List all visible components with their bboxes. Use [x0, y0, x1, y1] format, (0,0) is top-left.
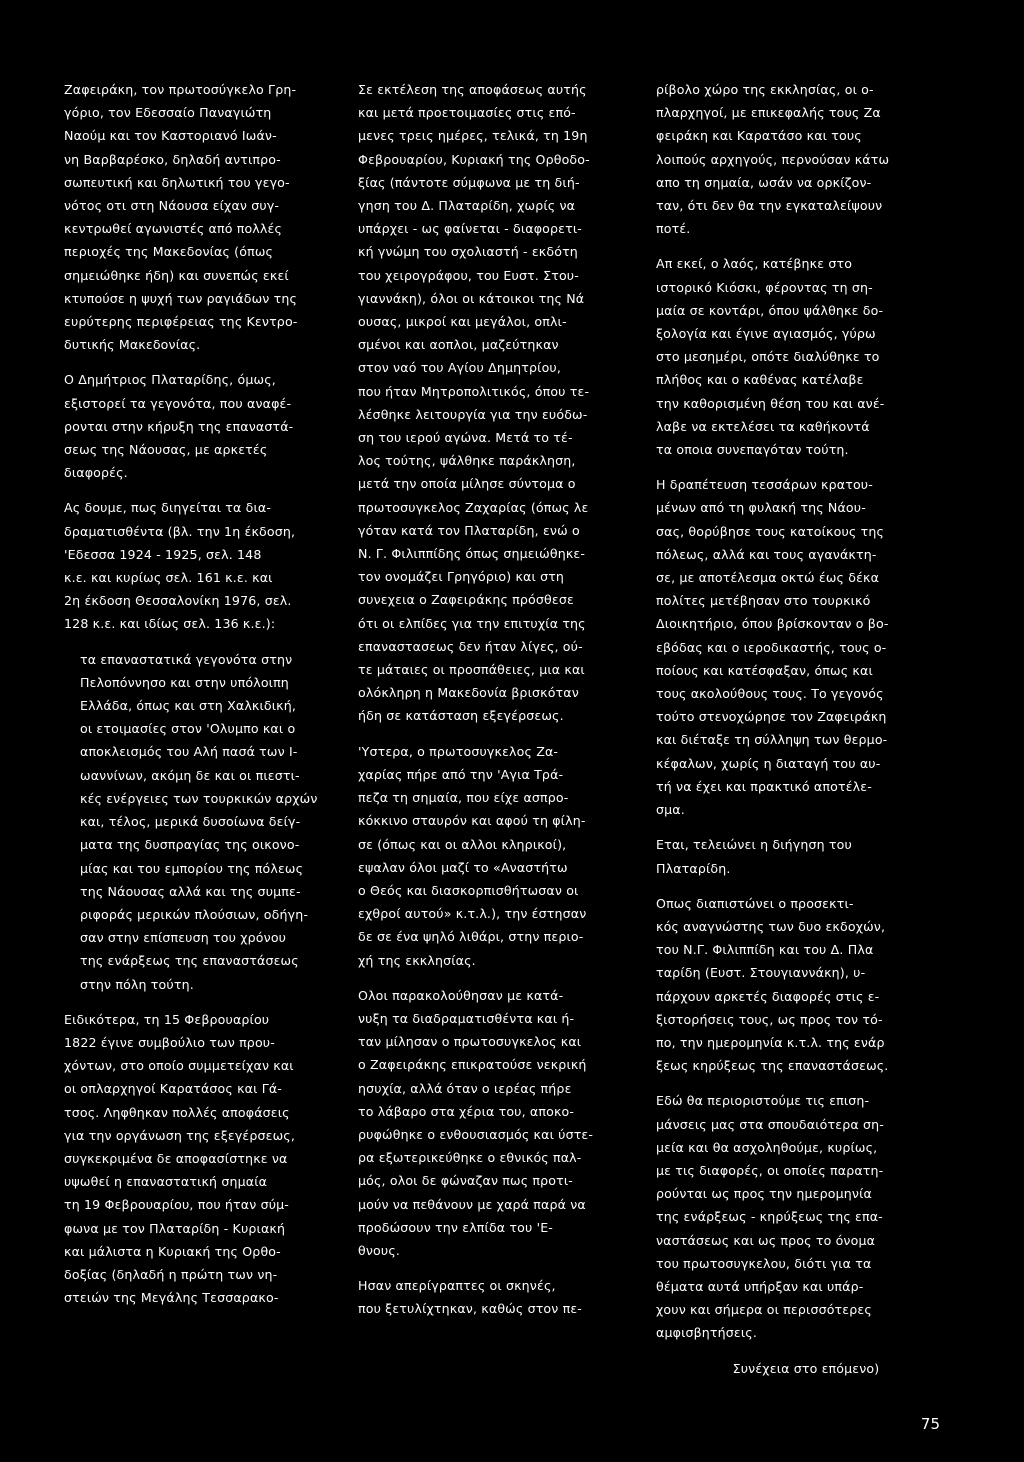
text-line: Ας δουμε, πως διηγείται τα δια- — [64, 500, 272, 516]
text-line: μός, ολοι δε φώναζαν πως προτι- — [358, 1173, 573, 1189]
text-line: πλήθος και ο καθένας κατέλαβε — [656, 372, 864, 388]
text-line: Η δραπέτευση τεσσάρων κρατου- — [656, 477, 873, 493]
text-line: τη 19 Φεβρουαρίου, που ήταν σύμ- — [64, 1197, 289, 1213]
text-line: γόταν κατά τον Πλαταρίδη, ενώ ο — [358, 522, 580, 538]
text-column-3 — [656, 78, 956, 1380]
text-line: πο, την ημερομηνία κ.τ.λ. της ενάρ — [656, 1034, 885, 1050]
text-line: κ.ε. και κυρίως σελ. 161 κ.ε. και — [64, 570, 273, 586]
text-line: σας, θορύβησε τους κατοίκους της — [656, 523, 884, 539]
text-line: ρονται στην κήρυξη της επαναστά- — [64, 418, 294, 434]
text-line: εξιστορεί τα γεγονότα, που αναφέ- — [64, 395, 292, 411]
text-line: μίας και του εμπορίου της πόλεως — [80, 860, 304, 876]
text-line: ότι οι ελπίδες για την επιτυχία της — [358, 615, 586, 631]
text-line: ρα εξωτερικεύθηκε ο εθνικός παλ- — [358, 1150, 582, 1166]
paragraph — [64, 78, 340, 356]
text-line: υψωθεί η επαναστατική σημαία — [64, 1174, 268, 1190]
text-line: φειράκη και Καρατάσο και τους — [656, 128, 862, 144]
text-line: ναστάσεως και ως προς το όνομα — [656, 1232, 876, 1248]
text-line: προδώσουν την ελπίδα του 'Ε- — [358, 1219, 554, 1235]
text-line: ολόκληρη η Μακεδονία βρισκόταν — [358, 685, 579, 701]
text-line: γηση του Δ. Πλαταρίδη, χωρίς να — [358, 198, 576, 214]
text-line: ταν, ότι δεν θα την εγκαταλείψουν — [656, 198, 883, 214]
text-line: ρυφώθηκε ο ενθουσιασμός και ύστε- — [358, 1126, 594, 1142]
text-line: αμφισβητήσεις. — [656, 1325, 757, 1341]
text-line: Διοικητήριο, όπου βρίσκονταν ο βο- — [656, 616, 889, 632]
text-line: ξολογία και έγινε αγιασμός, γύρω — [656, 326, 876, 342]
text-line: ξιστορήσεις τους, ως προς τον τό- — [656, 1011, 883, 1027]
text-line: Οπως διαπιστώνει ο προσεκτι- — [656, 895, 854, 911]
text-line: περιοχές της Μακεδονίας (όπως — [64, 244, 274, 260]
text-line: νυξη τα διαδραματισθέντα και ή- — [358, 1010, 575, 1026]
text-line: λέσθηκε λειτουργία για την ευόδω- — [358, 406, 588, 422]
text-line: σε, με αποτέλεσμα οκτώ έως δέκα — [656, 570, 880, 586]
text-line: 128 κ.ε. και ιδίως σελ. 136 κ.ε.): — [64, 616, 276, 632]
text-line: χή της εκκλησίας. — [358, 952, 476, 968]
text-line: που ξετυλίχτηκαν, καθώς στον πε- — [358, 1301, 583, 1317]
text-line: του χειρογράφου, του Ευστ. Στου- — [358, 267, 579, 283]
text-line: κός αναγνώστης των δυο εκδοχών, — [656, 918, 886, 934]
text-line: νη Βαρβαρέσκο, δηλαδή αντιπρο- — [64, 151, 281, 167]
text-line: κτυπούσε η ψυχή των ραγιάδων της — [64, 290, 298, 306]
paragraph — [358, 78, 646, 728]
text-line: ήδη σε κατάσταση εξεγέρσεως. — [358, 708, 564, 724]
text-line: ο Ζαφειράκης επικρατούσε νεκρική — [358, 1057, 587, 1073]
text-line: την καθορισμένη θέση του και ανέ- — [656, 395, 885, 411]
paragraph — [656, 252, 956, 461]
text-line: σμα. — [656, 802, 685, 818]
text-line: γιαννάκη), όλοι οι κάτοικοι της Νά — [358, 290, 585, 306]
text-line: μεία και θα ασχοληθούμε, κυρίως, — [656, 1139, 878, 1155]
text-line: και μάλιστα η Κυριακή της Ορθο- — [64, 1243, 281, 1259]
text-line: σωπευτική και δηλωτική του γεγο- — [64, 174, 290, 190]
text-line: ξεως κηρύξεως της επαναστάσεως. — [656, 1058, 889, 1074]
text-line: Ησαν απερίγραπτες οι σκηνές, — [358, 1278, 556, 1294]
text-line: πάρχουν αρκετές διαφορές στις ε- — [656, 988, 880, 1004]
text-line: Ο Δημήτριος Πλαταρίδης, όμως, — [64, 372, 276, 388]
text-line: κή γνώμη του σχολιαστή - εκδότη — [358, 244, 578, 260]
text-line: σαν στην επίσπευση του χρόνου — [80, 930, 287, 946]
text-line: στειών της Μεγάλης Τεσσαρακο- — [64, 1290, 279, 1306]
text-line: Πελοπόννησο και στην υπόλοιπη — [80, 674, 289, 690]
text-line: Ολοι παρακολούθησαν με κατά- — [358, 987, 564, 1003]
text-line: οι ετοιμασίες στον 'Ολυμπο και ο — [80, 721, 296, 737]
text-line: Πλαταρίδη. — [656, 860, 731, 876]
text-line: στο μεσημέρι, οπότε διαλύθηκε το — [656, 349, 880, 365]
text-line: συγκεκριμένα δε αποφασίστηκε να — [64, 1150, 288, 1166]
text-line: τή να έχει και πρακτικό αποτέλε- — [656, 778, 872, 794]
text-line: δοξίας (δηλαδή η πρώτη των νη- — [64, 1266, 278, 1282]
text-line: ο Θεός και διασκορπισθήτωσαν οι — [358, 882, 579, 898]
text-line: κές ενέργειες των τουρκικών αρχών — [80, 790, 318, 806]
text-line: δυτικής Μακεδονίας. — [64, 337, 201, 353]
text-line: πρωτοσυγκελος Ζαχαρίας (όπως λε — [358, 499, 589, 515]
text-line: Συνέχεια στο επόμενο) — [732, 1360, 880, 1376]
text-line: Σε εκτέλεση της αποφάσεως αυτής — [358, 82, 587, 97]
text-line: Εδώ θα περιοριστούμε τις επιση- — [656, 1093, 870, 1109]
paragraph — [64, 1008, 340, 1310]
text-line: υπάρχει - ως φαίνεται - διαφορετι- — [358, 221, 582, 237]
text-line: μούν να πεθάνουν με χαρά παρά να — [358, 1196, 586, 1212]
text-line: του πρωτοσυγκελου, διότι για τα — [656, 1255, 872, 1271]
text-line: τε μάταιες οι προσπάθειες, μια και — [358, 662, 585, 678]
text-line: της ενάρξεως - κηρύξεως της επα- — [656, 1209, 883, 1225]
text-line: στον ναό του Αγίου Δημητρίου, — [358, 360, 562, 376]
text-line: ωαννίνων, ακόμη δε και οι πιεστι- — [80, 767, 300, 783]
text-line: λος τούτης, ψάλθηκε παράκληση, — [358, 453, 576, 469]
text-line: τους ακολούθους τους. Το γεγονός — [656, 686, 884, 702]
text-line: του Ν.Γ. Φιλιππίδη και του Δ. Πλα — [656, 942, 874, 958]
continuation-note — [656, 1357, 956, 1380]
text-line: λαβε να εκτελέσει τα καθήκοντά — [656, 418, 870, 434]
text-line: πόλεως, αλλά και τους αγανάκτη- — [656, 546, 877, 562]
text-line: με τις διαφορές, οι οποίες παρατη- — [656, 1162, 884, 1178]
text-line: σεως της Νάουσας, με αρκετές — [64, 442, 268, 458]
text-line: Εται, τελειώνει η διήγηση του — [656, 837, 852, 853]
text-line: τον ονομάζει Γρηγόριο) και στη — [358, 569, 565, 585]
text-line: Ελλάδα, όπως και στη Χαλκιδική, — [80, 698, 297, 714]
text-line: επαναστασεως δεν ήταν λίγες, ού- — [358, 638, 583, 654]
text-line: θέματα αυτά υπήρξαν και υπάρ- — [656, 1278, 864, 1294]
paragraph — [358, 984, 646, 1262]
paragraph — [358, 1274, 646, 1320]
text-line: Φεβρουαρίου, Κυριακή της Ορθοδο- — [358, 151, 590, 167]
text-line: ριφοράς μερικών πλούσιων, οδήγη- — [80, 906, 309, 922]
text-line: ση του ιερού αγώνα. Μετά το τέ- — [358, 430, 573, 446]
paragraph — [656, 892, 956, 1078]
text-line: μετά την οποία μίλησε σύντομα ο — [358, 476, 576, 492]
text-line: συνεχεια ο Ζαφειράκης πρόσθεσε — [358, 592, 574, 608]
text-line: σε (όπως και οι αλλοι κληρικοί), — [358, 836, 567, 852]
text-line: Απ εκεί, ο λαός, κατέβηκε στο — [656, 256, 853, 272]
text-line: ησυχία, αλλά όταν ο ιερέας πήρε — [358, 1080, 572, 1096]
text-line: Ν. Γ. Φιλιππίδης όπως σημειώθηκε- — [358, 546, 586, 562]
paragraph — [656, 833, 956, 879]
text-line: φωνα με τον Πλαταρίδη - Κυριακή — [64, 1220, 286, 1236]
text-line: ευρύτερης περιφέρειας της Κεντρο- — [64, 314, 298, 330]
text-line: απο τη σημαία, ωσάν να ορκίζον- — [656, 174, 872, 190]
text-line: πολίτες μετέβησαν στο τουρκικό — [656, 593, 871, 609]
text-line: και μετά προετοιμασίες στις επό- — [358, 105, 576, 121]
text-line: στην πόλη τούτη. — [80, 976, 194, 992]
paragraph — [656, 78, 956, 240]
text-line: της ενάρξεως της επαναστάσεως — [80, 953, 299, 969]
text-line: τσος. Ληφθηκαν πολλές αποφάσεις — [64, 1104, 290, 1120]
text-line: λοιπούς αρχηγούς, περνούσαν κάτω — [656, 151, 890, 167]
text-line: αποκλεισμός του Αλή πασά των Ι- — [80, 744, 298, 760]
text-line: εβόδας και ο ιεροδικαστής, τους ο- — [656, 639, 887, 655]
text-line: μένων από τη φυλακή της Νάου- — [656, 500, 866, 516]
paragraph — [64, 496, 340, 635]
text-line: ιστορικό Κιόσκι, φέροντας τη ση- — [656, 279, 873, 295]
text-line: 'Υστερα, ο πρωτοσυγκελος Ζα- — [358, 743, 559, 759]
text-line: κεντρωθεί αγωνιστές από πολλές — [64, 221, 283, 237]
text-line: δραματισθέντα (βλ. την 1η έκδοση, — [64, 523, 296, 539]
text-line: πλαρχηγοί, με επικεφαλής τους Ζα — [656, 105, 881, 121]
text-line: ξίας (πάντοτε σύμφωνα με τη διή- — [358, 174, 580, 190]
paragraph — [64, 368, 340, 484]
text-line: πεζα τη σημαία, που είχε ασπρο- — [358, 790, 569, 806]
text-line: σμένοι και αοπλοι, μαζεύτηκαν — [358, 337, 559, 353]
text-line: διαφορές. — [64, 465, 128, 481]
text-line: ρούνται ως προς την ημερομηνία — [656, 1186, 872, 1202]
text-line: που ήταν Μητροπολιτικός, όπου τε- — [358, 383, 590, 399]
text-line: ουσας, μικροί και μεγάλοι, οπλι- — [358, 314, 567, 330]
text-line: μαία σε κοντάρι, όπου ψάλθηκε δο- — [656, 302, 884, 318]
text-line: τα οποια συνεπαγόταν τούτη. — [656, 442, 849, 458]
text-line: και, τέλος, μερικά δυσοίωνα δείγ- — [80, 814, 301, 830]
text-line: σημειώθηκε ήδη) και συνεπώς εκεί — [64, 267, 289, 283]
text-line: χουν και σήμερα οι περισσότερες — [656, 1302, 872, 1318]
text-line: χαρίας πήρε από την 'Αγια Τρά- — [358, 766, 564, 782]
text-line: δε σε ένα ψηλό λιθάρι, στην περιο- — [358, 929, 584, 945]
text-line: Ειδικότερα, τη 15 Φεβρουαρίου — [64, 1011, 270, 1027]
text-line: το λάβαρο στα χέρια του, αποκο- — [358, 1103, 575, 1119]
text-column-2 — [358, 78, 646, 1321]
text-line: 'Εδεσσα 1924 - 1925, σελ. 148 — [64, 546, 262, 562]
page-number: 75 — [920, 1415, 940, 1433]
text-line: ταν μίλησαν ο πρωτοσυγκελος και — [358, 1034, 582, 1050]
text-line: μενες τρεις ημέρες, τελικά, τη 19η — [358, 128, 588, 144]
text-line: κόκκινο σταυρόν και αφού τη φίλη- — [358, 813, 586, 829]
paragraph — [656, 1089, 956, 1344]
text-line: κέφαλων, χωρίς η διαταγή του αυ- — [656, 755, 881, 771]
text-line: ρίβολο χώρο της εκκλησίας, οι ο- — [656, 82, 874, 97]
text-line: εχθροί αυτού» κ.τ.λ.), την έστησαν — [358, 906, 587, 922]
text-line: νότος οτι στη Νάουσα είχαν συγ- — [64, 198, 280, 214]
text-line: Ναούμ και τον Καστοριανό Ιωάν- — [64, 128, 277, 144]
paragraph — [358, 740, 646, 972]
text-line: εψαλαν όλοι μαζί το «Αναστήτω — [358, 859, 568, 875]
text-line: ποίους και κατέσφαξαν, όπως και — [656, 662, 873, 678]
paragraph — [64, 648, 340, 996]
text-line: ματα της δυσπραγίας της οικονο- — [80, 837, 300, 853]
text-line: χόντων, στο οποίο συμμετείχαν και — [64, 1058, 294, 1074]
text-line: τούτο στενοχώρησε τον Ζαφειράκη — [656, 709, 887, 725]
text-line: ταρίδη (Ευστ. Στουγιαννάκη), υ- — [656, 965, 866, 981]
text-line: και διέταξε τη σύλληψη των θερμο- — [656, 732, 888, 748]
text-line: για την οργάνωση της εξεγέρσεως, — [64, 1127, 296, 1143]
text-line: τα επαναστατικά γεγονότα στην — [80, 651, 293, 667]
text-line: 1822 έγινε συμβούλιο των πρου- — [64, 1034, 275, 1050]
text-line: ποτέ. — [656, 221, 691, 237]
text-line: θνους. — [358, 1242, 401, 1258]
text-line: γόριο, τον Εδεσσαίο Παναγιώτη — [64, 105, 272, 121]
text-line: οι οπλαρχηγοί Καρατάσος και Γά- — [64, 1081, 283, 1097]
text-line: Ζαφειράκη, τον πρωτοσύγκελο Γρη- — [64, 82, 297, 97]
text-line: της Νάουσας αλλά και της συμπε- — [80, 883, 301, 899]
paragraph — [656, 473, 956, 821]
text-line: 2η έκδοση Θεσσαλονίκη 1976, σελ. — [64, 593, 292, 609]
text-line: μάνσεις μας στα σπουδαιότερα ση- — [656, 1116, 884, 1132]
text-column-1 — [64, 78, 340, 1309]
